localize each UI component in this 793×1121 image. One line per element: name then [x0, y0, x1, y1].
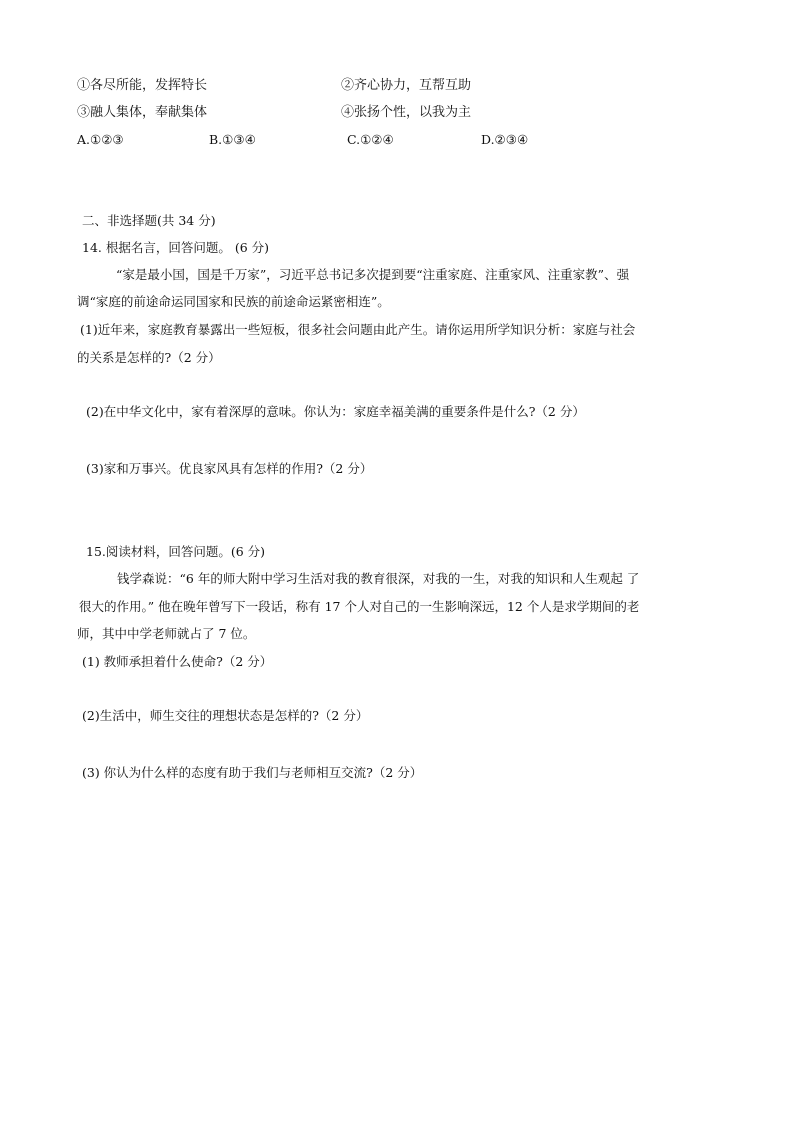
q15-question1: (1) 教师承担着什么使命?（2 分） — [82, 654, 273, 669]
q15-title: 15.阅读材料，回答问题。(6 分) — [86, 544, 266, 559]
option-d: D.②③④ — [481, 132, 529, 147]
option-b: B.①③④ — [209, 132, 256, 147]
q14-material-line1: “家是最小国，国是千万家”，习近平总书记多次提到要“注重家庭、注重家风、注重家教”、强 — [116, 267, 630, 282]
item-1: ①各尽所能，发挥特长 — [77, 78, 208, 93]
q14-question1-line1: (1)近年来，家庭教育暴露出一些短板，很多社会问题由此产生。请你运用所学知识分析：家庭与社会 — [80, 322, 636, 337]
q15-material-line1: 钱学森说：“6 年的师大附中学习生活对我的教育很深，对我的一生，对我的知识和人生观起 了 — [117, 571, 640, 586]
item-4: ④张扬个性，以我为主 — [341, 105, 472, 120]
q14-material-line2: 调“家庭的前途命运同国家和民族的前途命运紧密相连”。 — [77, 294, 390, 309]
q15-material-line2: 很大的作用。” 他在晚年曾写下一段话，称有 17 个人对自己的一生影响深远，12 个人是求学期间的老 — [79, 599, 640, 614]
q15-question3: (3) 你认为什么样的态度有助于我们与老师相互交流?（2 分） — [82, 765, 423, 780]
item-2: ②齐心协力，互帮互助 — [341, 78, 472, 93]
section-heading: 二、非选择题(共 34 分) — [82, 213, 216, 228]
q14-question3: (3)家和万事兴。优良家风具有怎样的作用?（2 分） — [86, 461, 373, 476]
q15-question2: (2)生活中，师生交往的理想状态是怎样的?（2 分） — [82, 708, 369, 723]
q14-question1-line2: 的关系是怎样的?（2 分） — [77, 350, 221, 365]
q14-title: 14. 根据名言，回答问题。 (6 分) — [82, 240, 270, 255]
q15-material-line3: 师，其中中学老师就占了 7 位。 — [77, 626, 256, 641]
q14-question2: (2)在中华文化中，家有着深厚的意味。你认为：家庭幸福美满的重要条件是什么?（2 分） — [86, 404, 585, 419]
item-3: ③融人集体，奉献集体 — [77, 105, 208, 120]
option-a: A.①②③ — [77, 132, 124, 147]
option-c: C.①②④ — [347, 132, 394, 147]
